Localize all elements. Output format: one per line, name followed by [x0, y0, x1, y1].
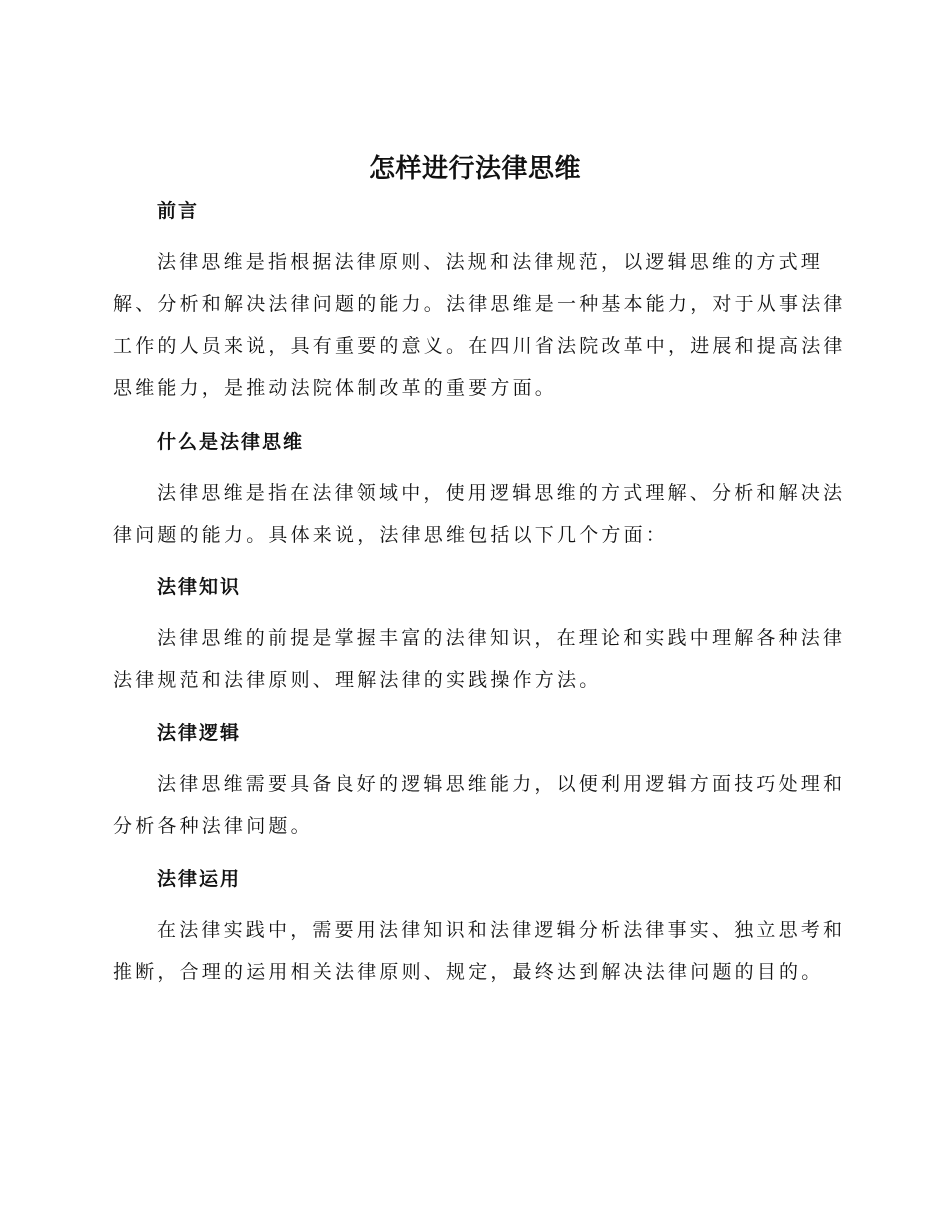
paragraph-line: 法律思维是指在法律领域中，使用逻辑思维的方式理解、分析和解决法	[157, 482, 846, 504]
paragraph-line: 律问题的能力。具体来说，法律思维包括以下几个方面：	[113, 524, 669, 546]
paragraph-line: 解、分析和解决法律问题的能力。法律思维是一种基本能力，对于从事法律	[113, 293, 846, 315]
section-heading-what-is-legal-thinking: 什么是法律思维	[157, 431, 305, 453]
paragraph-line: 法律规范和法律原则、理解法律的实践操作方法。	[113, 669, 602, 691]
paragraph-line: 分析各种法律问题。	[113, 815, 313, 837]
section-heading-legal-logic: 法律逻辑	[157, 722, 242, 744]
paragraph-line: 在法律实践中，需要用法律知识和法律逻辑分析法律事实、独立思考和	[157, 919, 846, 941]
paragraph-line: 工作的人员来说，具有重要的意义。在四川省法院改革中，进展和提高法律	[113, 335, 846, 357]
paragraph-line: 法律思维需要具备良好的逻辑思维能力，以便利用逻辑方面技巧处理和	[157, 773, 846, 795]
document-title: 怎样进行法律思维	[368, 154, 581, 184]
paragraph-line: 法律思维是指根据法律原则、法规和法律规范，以逻辑思维的方式理	[157, 251, 824, 273]
section-heading-legal-knowledge: 法律知识	[157, 576, 242, 598]
paragraph-line: 法律思维的前提是掌握丰富的法律知识，在理论和实践中理解各种法律	[157, 627, 846, 649]
paragraph-line: 推断，合理的运用相关法律原则、规定，最终达到解决法律问题的目的。	[113, 961, 824, 983]
section-heading-legal-application: 法律运用	[157, 868, 242, 890]
paragraph-line: 思维能力，是推动法院体制改革的重要方面。	[113, 377, 558, 399]
section-heading-preface: 前言	[157, 200, 200, 222]
